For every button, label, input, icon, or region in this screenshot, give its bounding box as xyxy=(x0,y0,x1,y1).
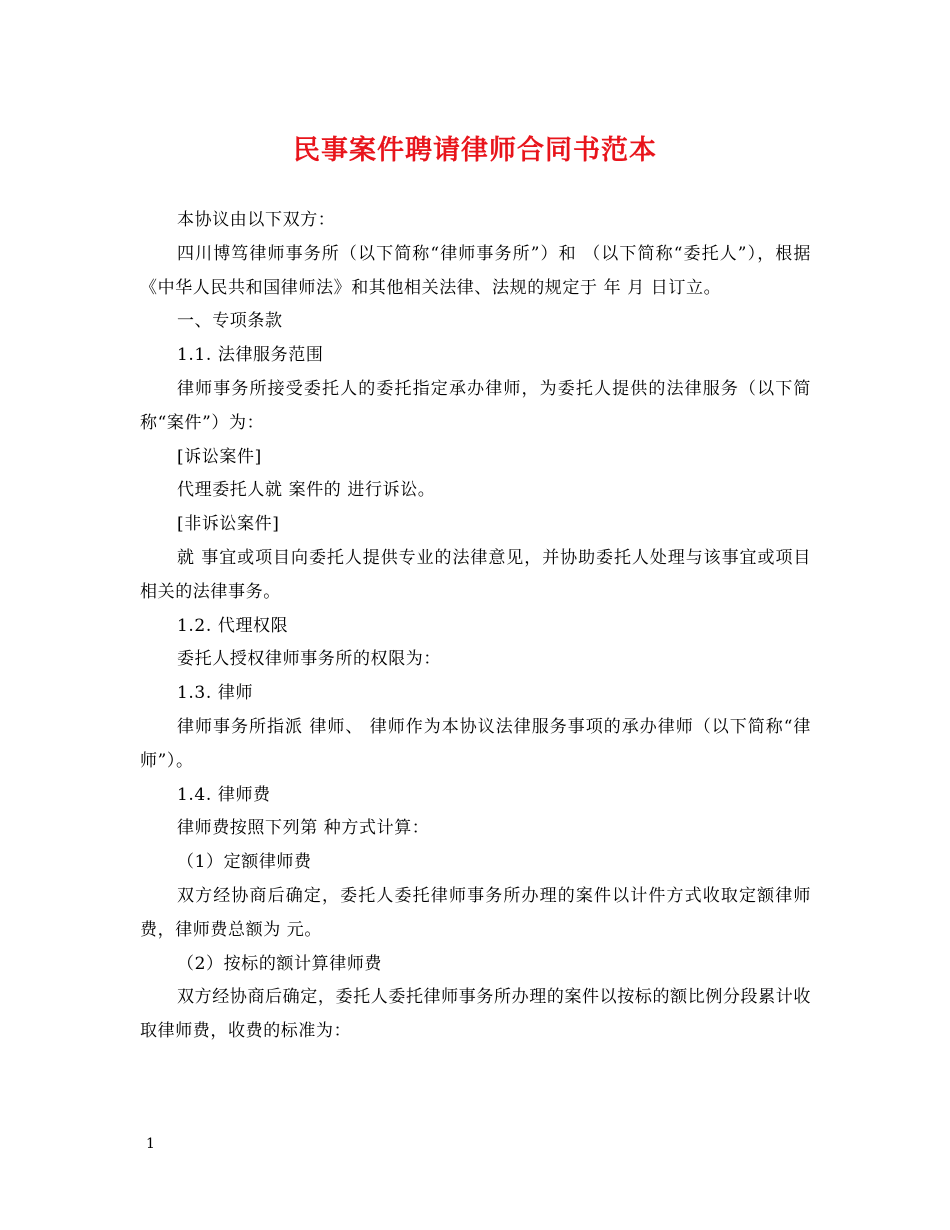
heading-agency-authority: 1.2. 代理权限 xyxy=(177,615,289,636)
document-title: 民事案件聘请律师合同书范本 xyxy=(293,135,657,166)
heading-proportional-fee: （2）按标的额计算律师费 xyxy=(177,953,383,974)
heading-lawyer: 1.3. 律师 xyxy=(177,683,254,704)
paragraph-agency-authority: 委托人授权律师事务所的权限为： xyxy=(177,649,441,670)
paragraph-parties-intro: 本协议由以下双方： xyxy=(177,210,336,230)
paragraph-litigation-case: 代理委托人就 案件的 进行诉讼。 xyxy=(177,480,436,501)
paragraph-service-scope: 律师事务所接受委托人的委托指定承办律师，为委托人提供的法律服务（以下简称“案件”）为： xyxy=(140,378,811,433)
paragraph-proportional-fee: 双方经协商后确定，委托人委托律师事务所办理的案件以按标的额比例分段累计收取律师费，收费的标准为： xyxy=(140,987,811,1042)
paragraph-non-litigation-case: 就 事宜或项目向委托人提供专业的法律意见，并协助委托人处理与该事宜或项目相关的法律事务。 xyxy=(140,547,811,602)
heading-service-scope: 1.1. 法律服务范围 xyxy=(177,345,324,366)
paragraph-parties: 四川博笃律师事务所（以下简称“律师事务所”）和 （以下简称“委托人”），根据《中华人民共和国律师法》和其他相关法律、法规的规定于 年 月 日订立。 xyxy=(140,243,811,298)
document-body xyxy=(140,204,811,1049)
heading-fixed-fee: （1）定额律师费 xyxy=(177,852,312,873)
label-non-litigation-case: [非诉讼案件] xyxy=(177,514,280,535)
heading-special-terms: 一、专项条款 xyxy=(177,311,283,332)
paragraph-lawyer: 律师事务所指派 律师、 律师作为本协议法律服务事项的承办律师（以下简称“律师”）。 xyxy=(140,716,811,771)
heading-lawyer-fee: 1.4. 律师费 xyxy=(177,784,271,805)
label-litigation-case: [诉讼案件] xyxy=(177,446,262,467)
paragraph-fee-method: 律师费按照下列第 种方式计算： xyxy=(177,818,430,839)
page-number: 1 xyxy=(146,1136,155,1152)
paragraph-fixed-fee: 双方经协商后确定，委托人委托律师事务所办理的案件以计件方式收取定额律师费，律师费总额为 元。 xyxy=(140,885,811,940)
